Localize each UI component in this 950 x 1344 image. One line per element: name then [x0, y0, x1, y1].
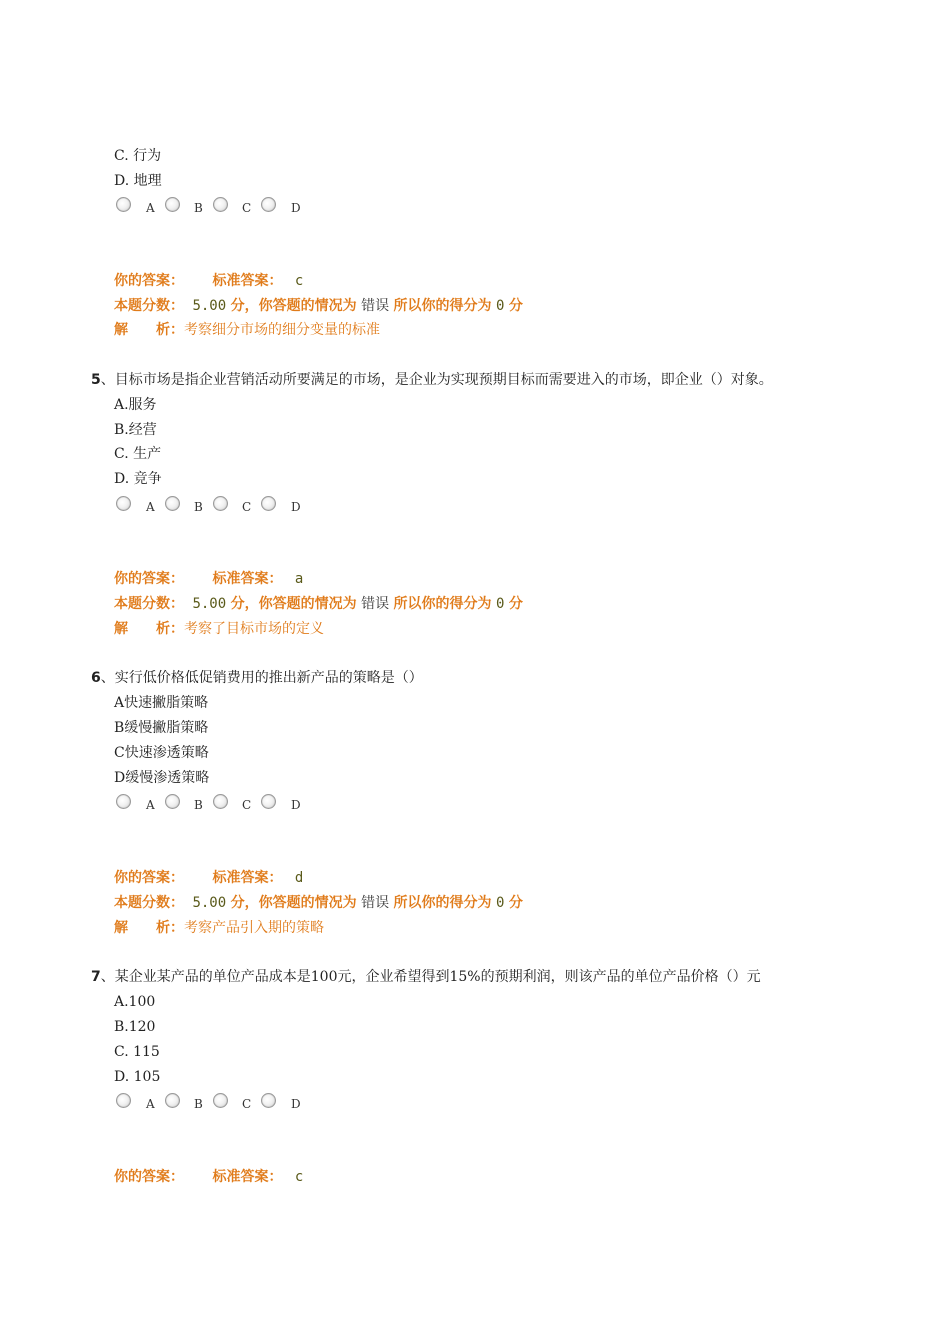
- q7-option-a: A.100: [114, 994, 156, 1010]
- q6-radio-c[interactable]: [213, 794, 228, 809]
- q5-answer-line: [114, 569, 303, 589]
- q5-option-d: D. 竞争: [114, 471, 162, 487]
- q5-gain-text: 所以你的得分为: [393, 596, 492, 612]
- q7-your-answer-label: 你的答案：: [114, 1169, 184, 1185]
- q4-standard-answer: c: [294, 273, 304, 289]
- q6-score-label: 本题分数：: [114, 895, 184, 911]
- q4-analysis-text: 考察细分市场的细分变量的标准: [184, 322, 380, 338]
- q6-score-line: [114, 893, 523, 913]
- q4-gain-value: 0: [495, 298, 505, 314]
- q7-question: [91, 967, 761, 987]
- q4-standard-answer-label: 标准答案：: [212, 273, 283, 289]
- q5-your-answer-label: 你的答案：: [114, 571, 184, 587]
- q4-radio-label-c: C: [242, 201, 252, 215]
- q6-option-a: A快速撇脂策略: [114, 695, 209, 711]
- q6-your-answer-label: 你的答案：: [114, 870, 184, 886]
- q7-radio-c[interactable]: [213, 1093, 228, 1108]
- q7-standard-answer: c: [294, 1169, 304, 1185]
- q4-score-label: 本题分数：: [114, 298, 184, 314]
- q4-status: 错误: [361, 298, 390, 314]
- q7-number: 7: [91, 969, 101, 985]
- q7-radio-label-c: C: [242, 1097, 252, 1111]
- q6-gain-value: 0: [495, 895, 505, 911]
- q5-gain-unit: 分: [508, 596, 523, 612]
- q5-option-a: A.服务: [114, 397, 157, 413]
- q5-separator: 、: [100, 372, 115, 388]
- q5-score-unit: 分，你答题的情况为: [230, 596, 357, 612]
- q4-radio-a[interactable]: [116, 197, 131, 212]
- q5-standard-answer-label: 标准答案：: [212, 571, 283, 587]
- q7-radio-label-b: B: [194, 1097, 203, 1111]
- q5-analysis-label: 解 析：: [114, 621, 184, 637]
- q7-radio-label-d: D: [291, 1097, 301, 1111]
- q7-option-d: D. 105: [114, 1069, 161, 1085]
- q5-status: 错误: [361, 596, 390, 612]
- q4-option-c: C. 行为: [114, 148, 162, 164]
- q7-radio-label-a: A: [146, 1097, 155, 1111]
- q5-option-b: B.经营: [114, 422, 157, 438]
- q5-question-text: 目标市场是指企业营销活动所要满足的市场，是企业为实现预期目标而需要进入的市场，即企业（）对象。: [114, 372, 773, 388]
- q6-number: 6: [91, 670, 101, 686]
- q4-radio-b[interactable]: [165, 197, 180, 212]
- q5-radio-b[interactable]: [165, 496, 180, 511]
- q7-question-text: 某企业某产品的单位产品成本是100元，企业希望得到15%的预期利润，则该产品的单位产品价格（）元: [114, 969, 761, 985]
- q5-radio-d[interactable]: [261, 496, 276, 511]
- q6-radio-label-b: B: [194, 798, 203, 812]
- q4-radio-c[interactable]: [213, 197, 228, 212]
- q6-question-text: 实行低价格低促销费用的推出新产品的策略是（）: [114, 670, 423, 686]
- q5-standard-answer: a: [294, 571, 304, 587]
- q5-score-label: 本题分数：: [114, 596, 184, 612]
- q7-option-c: C. 115: [114, 1044, 160, 1060]
- q7-standard-answer-label: 标准答案：: [212, 1169, 283, 1185]
- q7-answer-line: [114, 1167, 303, 1187]
- q6-analysis-text: 考察产品引入期的策略: [184, 920, 324, 936]
- q7-separator: 、: [100, 969, 115, 985]
- q6-radio-label-d: D: [291, 798, 301, 812]
- q5-radio-label-a: A: [146, 500, 155, 514]
- q4-analysis-line: [114, 320, 380, 340]
- q6-radio-label-a: A: [146, 798, 155, 812]
- q6-option-c: C快速渗透策略: [114, 745, 209, 761]
- q4-gain-text: 所以你的得分为: [393, 298, 492, 314]
- q7-radio-d[interactable]: [261, 1093, 276, 1108]
- q5-score-value: 5.00: [192, 596, 227, 612]
- q6-answer-line: [114, 868, 303, 888]
- q6-option-b: B缓慢撇脂策略: [114, 720, 209, 736]
- q5-radio-c[interactable]: [213, 496, 228, 511]
- q5-score-line: [114, 594, 523, 614]
- q4-radio-label-b: B: [194, 201, 203, 215]
- q4-gain-unit: 分: [508, 298, 523, 314]
- q6-score-value: 5.00: [192, 895, 227, 911]
- q4-score-value: 5.00: [192, 298, 227, 314]
- q5-radio-a[interactable]: [116, 496, 131, 511]
- q4-analysis-label: 解 析：: [114, 322, 184, 338]
- q5-number: 5: [91, 372, 101, 388]
- q7-radio-b[interactable]: [165, 1093, 180, 1108]
- q5-analysis-line: [114, 619, 324, 639]
- q6-score-unit: 分，你答题的情况为: [230, 895, 357, 911]
- q7-radio-a[interactable]: [116, 1093, 131, 1108]
- q6-radio-d[interactable]: [261, 794, 276, 809]
- q6-option-d: D缓慢渗透策略: [114, 770, 210, 786]
- q4-your-answer-label: 你的答案：: [114, 273, 184, 289]
- q6-gain-text: 所以你的得分为: [393, 895, 492, 911]
- q6-standard-answer-label: 标准答案：: [212, 870, 283, 886]
- q6-analysis-label: 解 析：: [114, 920, 184, 936]
- q6-radio-label-c: C: [242, 798, 252, 812]
- q7-option-b: B.120: [114, 1019, 156, 1035]
- q4-radio-label-a: A: [146, 201, 155, 215]
- q4-score-unit: 分，你答题的情况为: [230, 298, 357, 314]
- q6-analysis-line: [114, 918, 324, 938]
- q6-radio-b[interactable]: [165, 794, 180, 809]
- q6-separator: 、: [100, 670, 115, 686]
- q6-radio-a[interactable]: [116, 794, 131, 809]
- q6-standard-answer: d: [294, 870, 304, 886]
- q4-radio-d[interactable]: [261, 197, 276, 212]
- q5-option-c: C. 生产: [114, 446, 162, 462]
- q5-radio-label-c: C: [242, 500, 252, 514]
- q4-answer-line: [114, 271, 303, 291]
- q6-question: [91, 668, 423, 688]
- q5-radio-label-d: D: [291, 500, 301, 514]
- q6-status: 错误: [361, 895, 390, 911]
- q4-radio-label-d: D: [291, 201, 301, 215]
- q5-gain-value: 0: [495, 596, 505, 612]
- q4-score-line: [114, 296, 523, 316]
- q5-question: [91, 370, 773, 390]
- q4-option-d: D. 地理: [114, 173, 162, 189]
- q5-analysis-text: 考察了目标市场的定义: [184, 621, 324, 637]
- q5-radio-label-b: B: [194, 500, 203, 514]
- q6-gain-unit: 分: [508, 895, 523, 911]
